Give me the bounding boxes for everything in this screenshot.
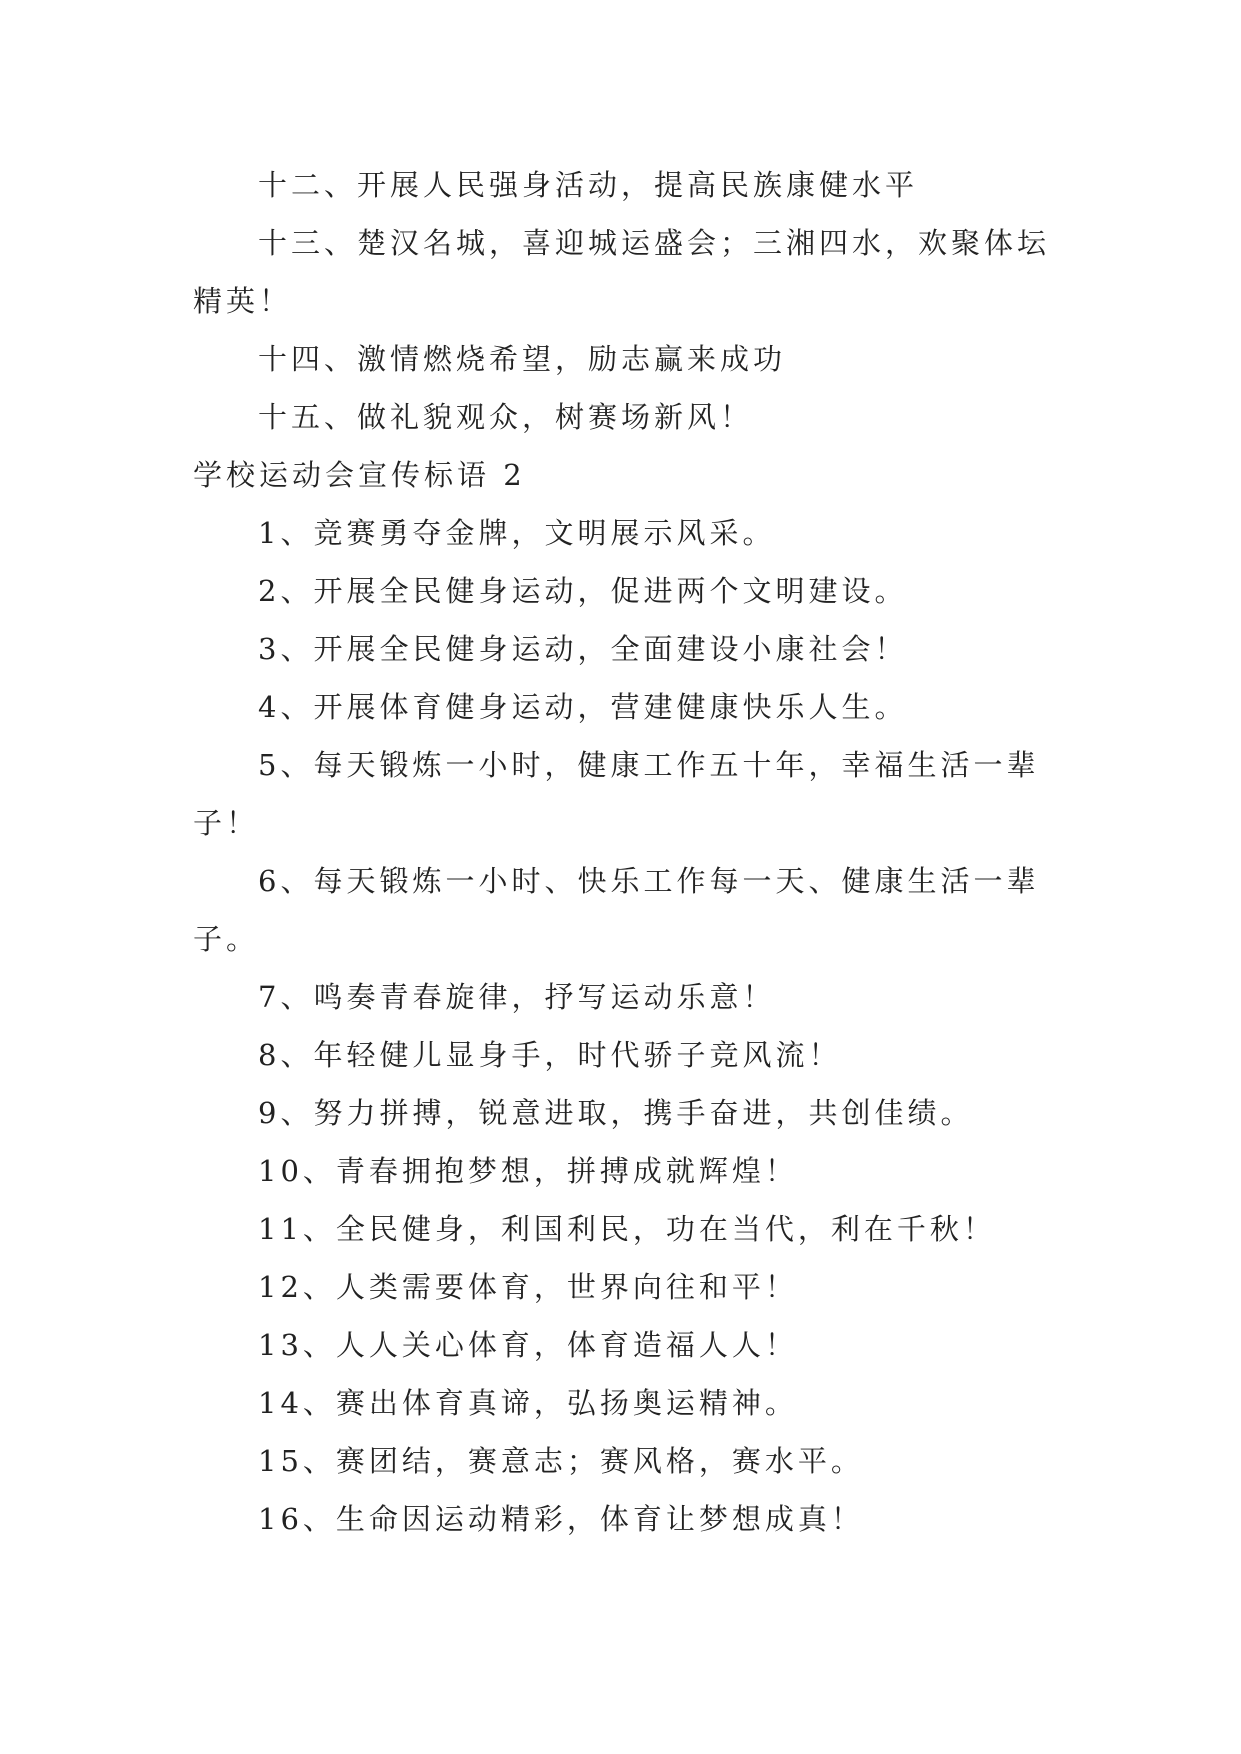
slogan-item-12: 12、人类需要体育，世界向往和平！ [258, 1270, 798, 1304]
slogan-item-9: 9、努力拼搏，锐意进取，携手奋进，共创佳绩。 [258, 1096, 974, 1130]
slogan-item-3: 3、开展全民健身运动，全面建设小康社会！ [258, 632, 908, 666]
slogan-item-5-continued: 子！ [193, 806, 260, 840]
section-heading: 学校运动会宣传标语 2 [193, 458, 526, 492]
slogan-item-10: 10、青春拥抱梦想，拼搏成就辉煌！ [258, 1154, 798, 1188]
slogan-item-1: 1、竞赛勇夺金牌，文明展示风采。 [258, 516, 776, 550]
slogan-item-11: 11、全民健身，利国利民，功在当代，利在千秋！ [258, 1212, 996, 1246]
slogan-item-14: 14、赛出体育真谛，弘扬奥运精神。 [258, 1386, 798, 1420]
slogan-line-13: 十三、楚汉名城，喜迎城运盛会；三湘四水，欢聚体坛 [258, 226, 1051, 260]
slogan-item-15: 15、赛团结，赛意志；赛风格，赛水平。 [258, 1444, 864, 1478]
slogan-item-4: 4、开展体育健身运动，营建健康快乐人生。 [258, 690, 908, 724]
slogan-item-13: 13、人人关心体育，体育造福人人！ [258, 1328, 798, 1362]
slogan-line-15: 十五、做礼貌观众，树赛场新风！ [258, 400, 754, 434]
slogan-item-2: 2、开展全民健身运动，促进两个文明建设。 [258, 574, 908, 608]
slogan-item-7: 7、鸣奏青春旋律，抒写运动乐意！ [258, 980, 776, 1014]
slogan-item-5: 5、每天锻炼一小时，健康工作五十年，幸福生活一辈 [258, 748, 1040, 782]
slogan-line-13-continued: 精英！ [193, 284, 293, 318]
slogan-item-6: 6、每天锻炼一小时、快乐工作每一天、健康生活一辈 [258, 864, 1040, 898]
slogan-line-14: 十四、激情燃烧希望，励志赢来成功 [258, 342, 787, 376]
slogan-item-8: 8、年轻健儿显身手，时代骄子竞风流！ [258, 1038, 842, 1072]
slogan-line-12: 十二、开展人民强身活动，提高民族康健水平 [258, 168, 919, 202]
slogan-item-16: 16、生命因运动精彩，体育让梦想成真！ [258, 1502, 864, 1536]
slogan-item-6-continued: 子。 [193, 922, 260, 956]
